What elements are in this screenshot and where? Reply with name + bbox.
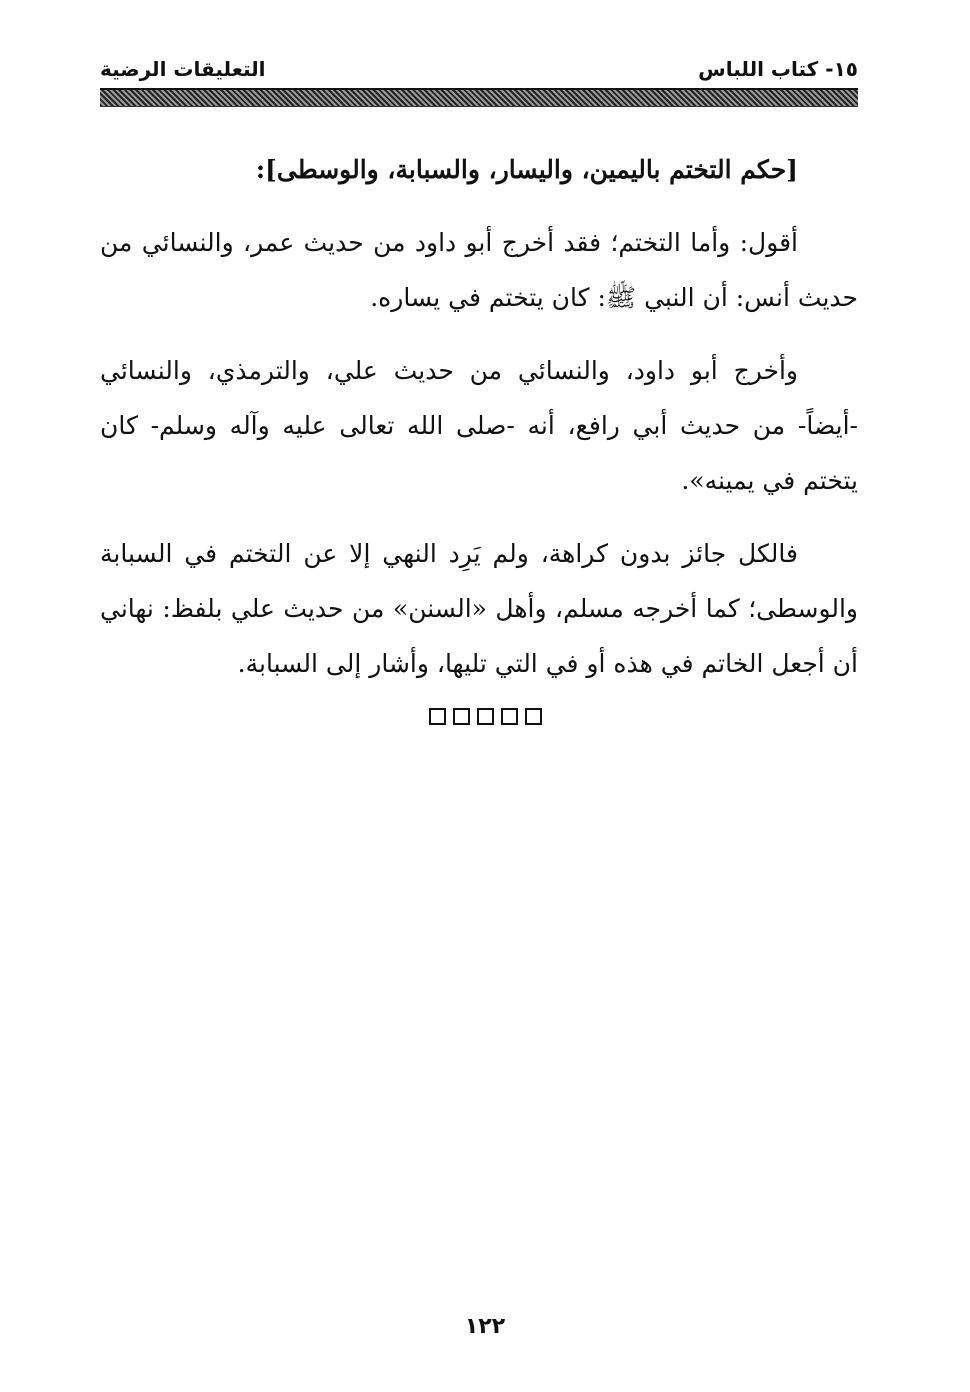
separator-square-icon bbox=[453, 708, 470, 725]
separator-square-icon bbox=[429, 708, 446, 725]
section-heading: [حكم التختم باليمين، واليسار، والسبابة، والوسطى]: bbox=[255, 155, 798, 184]
separator-square-icon bbox=[525, 708, 542, 725]
section-separator bbox=[0, 708, 970, 725]
separator-square-icon bbox=[477, 708, 494, 725]
paragraph-1: أقول: وأما التختم؛ فقد أخرج أبو داود من حديث عمر، والنسائي من حديث أنس: أن النبي ﷺ: كان يتختم في يساره. bbox=[100, 228, 858, 312]
separator-square-icon bbox=[501, 708, 518, 725]
running-header bbox=[100, 52, 858, 86]
book-title: التعليقات الرضية bbox=[100, 57, 266, 81]
page-body bbox=[100, 142, 858, 691]
page-number: ١٢٢ bbox=[464, 1314, 506, 1339]
header-rule bbox=[100, 88, 858, 107]
paragraph-2: وأخرج أبو داود، والنسائي من حديث علي، والترمذي، والنسائي -أيضاً- من حديث أبي رافع، أنه -صلى الله تعالى عليه وآله وسلم- كان يتختم في يمينه». bbox=[100, 356, 858, 495]
chapter-title: ١٥- كتاب اللباس bbox=[698, 57, 858, 81]
paragraph-3: فالكل جائز بدون كراهة، ولم يَرِد النهي إلا عن التختم في السبابة والوسطى؛ كما أخرجه مسلم، وأهل «السنن» من حديث علي بلفظ: نهاني أن أجعل الخاتم في هذه أو في التي تليها، وأشار إلى السبابة. bbox=[100, 539, 858, 678]
